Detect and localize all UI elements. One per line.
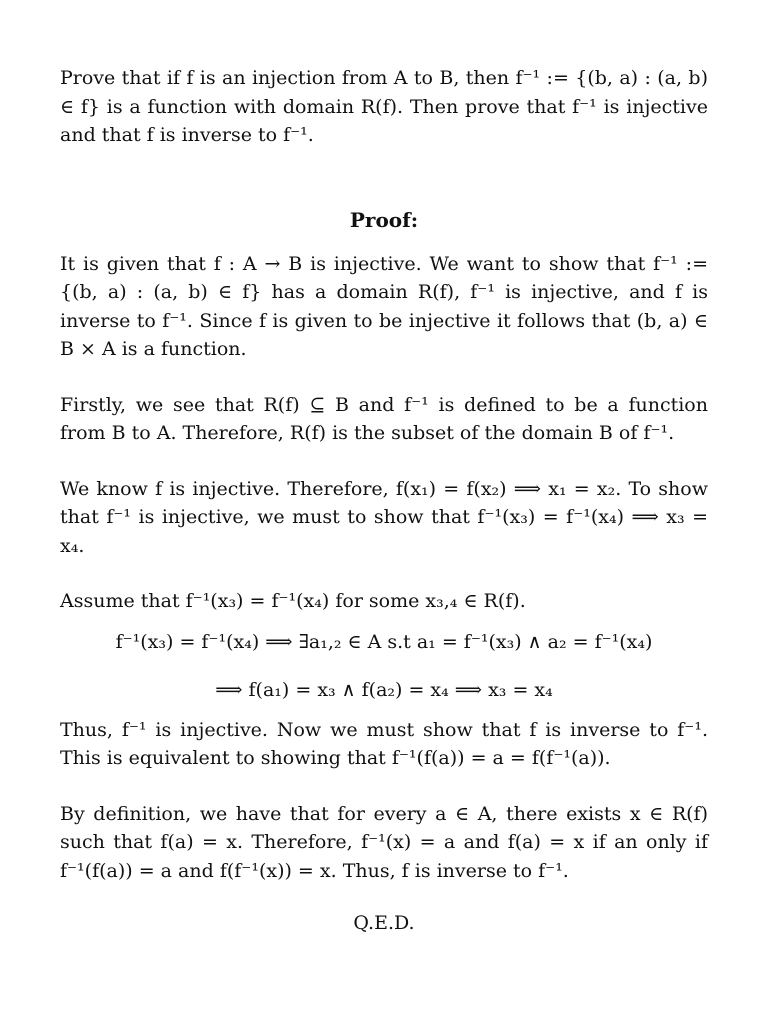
proof-heading: Proof: [349,207,419,232]
problem-statement: Prove that if f is an injection from A to B, then f⁻¹ := {(b, a) : (a, b) ∈ f} is a function with domain R(f). Then prove that f⁻¹ is injective and that f is inverse to f⁻¹. [60,67,708,146]
proof-paragraph-3: We know f is injective. Therefore, f(x₁) = f(x₂) ⟹ x₁ = x₂. To show that f⁻¹ is injective, we must to show that f⁻¹(x₃) = f⁻¹(x₄) ⟹ x₃ = x₄. [60,477,708,557]
qed-mark: Q.E.D. [353,912,415,934]
equation-line-1: f⁻¹(x₃) = f⁻¹(x₄) ⟹ ∃a₁,₂ ∈ A s.t a₁ = f⁻¹(x₃) ∧ a₂ = f⁻¹(x₄) [115,630,653,653]
proof-paragraph-2: Firstly, we see that R(f) ⊆ B and f⁻¹ is defined to be a function from B to A. Therefore, R(f) is the subset of the domain B of f⁻¹. [60,393,708,444]
proof-paragraph-1: It is given that f : A → B is injective. We want to show that f⁻¹ := {(b, a) : (a, b) ∈ f} has a domain R(f), f⁻¹ is injective, and f is inverse to f⁻¹. Since f is given to be injective it follows that (b, a) ∈ B × A is a function. [60,252,708,360]
proof-paragraph-5: Thus, f⁻¹ is injective. Now we must show that f is inverse to f⁻¹. This is equivalent to showing that f⁻¹(f(a)) = a = f(f⁻¹(a)). [60,718,708,769]
proof-paragraph-4: Assume that f⁻¹(x₃) = f⁻¹(x₄) for some x₃,₄ ∈ R(f). [60,590,526,612]
proof-paragraph-6: By definition, we have that for every a ∈ A, there exists x ∈ R(f) such that f(a) = x. Therefore, f⁻¹(x) = a and f(a) = x if an only if f⁻¹(f(a)) = a and f(f⁻¹(x)) = x. Thus, f is inverse to f⁻¹. [60,802,708,882]
equation-line-2: ⟹ f(a₁) = x₃ ∧ f(a₂) = x₄ ⟹ x₃ = x₄ [215,678,553,701]
